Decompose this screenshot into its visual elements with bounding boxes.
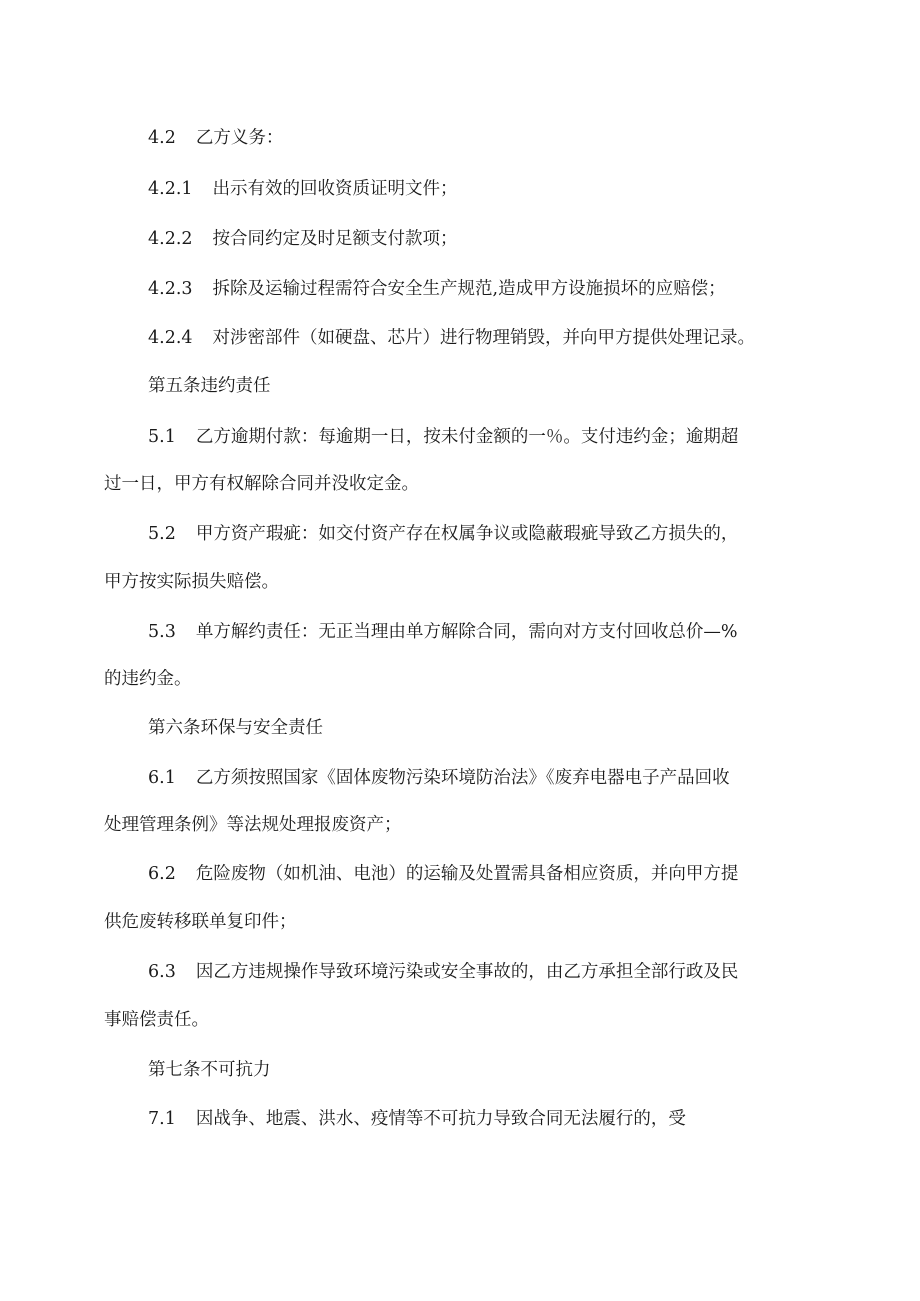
clause-number: 4.2 [148,128,176,148]
section-heading-text: 第五条违约责任 [148,376,271,396]
clause-text: 因乙方违规操作导致环境污染或安全事故的，由乙方承担全部行政及民 [195,962,739,982]
section-heading-article-6 [148,716,323,740]
clause-text: 供危废转移联单复印件； [104,912,297,932]
clause-text: 对涉密部件（如硬盘、芯片）进行物理销毁，并向甲方提供处理记录。 [212,328,756,348]
clause-4-2-4 [148,326,755,350]
clause-6-3 [148,960,738,984]
clause-5-1 [148,425,738,449]
section-heading-text: 第六条环保与安全责任 [148,718,323,738]
clause-text: 乙方义务： [195,128,284,148]
clause-6-2-continuation [104,910,297,934]
section-heading-article-7 [148,1058,271,1082]
clause-number: 7.1 [148,1109,176,1129]
clause-number: 6.2 [148,864,176,884]
clause-number: 4.2.1 [148,179,193,199]
clause-number: 5.2 [148,524,176,544]
clause-text: 乙方须按照国家《固体废物污染环境防治法》《废弃电器电子产品回收 [195,768,730,788]
clause-number: 6.3 [148,962,176,982]
clause-5-3-continuation [104,667,192,691]
clause-text: 单方解约责任：无正当理由单方解除合同，需向对方支付回收总价—% [195,622,738,642]
clause-4-2-3 [148,277,726,301]
clause-4-2-1 [148,177,458,201]
clause-4-2 [148,126,283,150]
clause-number: 5.3 [148,622,176,642]
clause-4-2-2 [148,227,458,251]
clause-5-2-continuation [104,570,279,594]
clause-6-3-continuation [104,1008,209,1032]
clause-7-1 [148,1107,686,1131]
clause-text: 甲方资产瑕疵：如交付资产存在权属争议或隐蔽瑕疵导致乙方损失的， [195,524,739,544]
clause-6-1 [148,766,730,790]
clause-number: 6.1 [148,768,176,788]
clause-text: 事赔偿责任。 [104,1010,209,1030]
clause-text: 乙方逾期付款：每逾期一日，按未付金额的一％。支付违约金；逾期超 [195,427,739,447]
clause-text: 甲方按实际损失赔偿。 [104,572,279,592]
clause-text: 拆除及运输过程需符合安全生产规范,造成甲方设施损坏的应赔偿； [212,279,726,299]
clause-number: 5.1 [148,427,176,447]
clause-number: 4.2.2 [148,229,193,249]
section-heading-article-5 [148,374,271,398]
clause-number: 4.2.4 [148,328,193,348]
clause-5-1-continuation [104,472,419,496]
clause-text: 因战争、地震、洪水、疫情等不可抗力导致合同无法履行的，受 [195,1109,686,1129]
clause-5-3 [148,620,737,644]
clause-text: 危险废物（如机油、电池）的运输及处置需具备相应资质，并向甲方提 [195,864,739,884]
clause-text: 出示有效的回收资质证明文件； [212,179,458,199]
clause-text: 过一日，甲方有权解除合同并没收定金。 [104,474,419,494]
clause-5-2 [148,522,738,546]
clause-text: 按合同约定及时足额支付款项； [212,229,458,249]
clause-6-1-continuation [104,813,402,837]
clause-6-2 [148,862,738,886]
section-heading-text: 第七条不可抗力 [148,1060,271,1080]
clause-text: 的违约金。 [104,669,192,689]
clause-text: 处理管理条例》等法规处理报废资产； [104,815,402,835]
clause-number: 4.2.3 [148,279,193,299]
